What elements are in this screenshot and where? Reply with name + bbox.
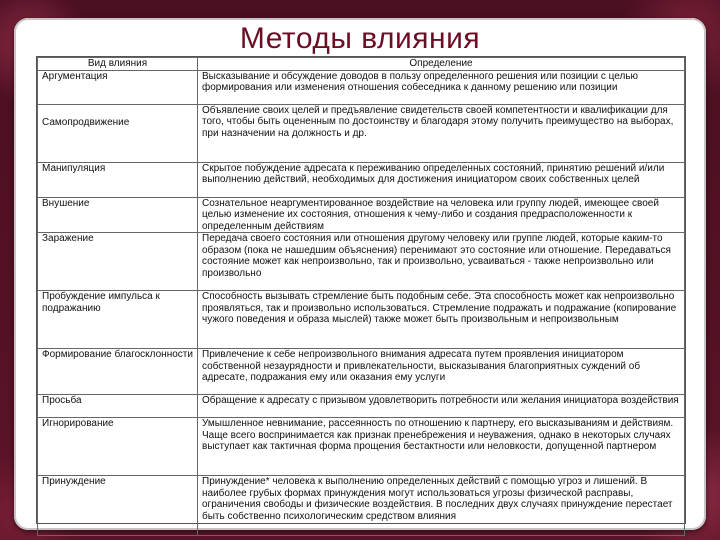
header-type: Вид влияния: [38, 58, 198, 71]
header-definition: Определение: [198, 58, 685, 71]
method-definition: Высказывание и обсуждение доводов в пользу определенного решения или позиции с целью формирования или изменения отношения собеседника к данному решению или позиции: [198, 70, 685, 104]
method-name: Игнорирование: [38, 418, 198, 476]
table-row: [38, 291, 685, 349]
table-row: [38, 104, 685, 162]
table-row: [38, 233, 685, 291]
slide: [14, 18, 706, 530]
table-row: [38, 349, 685, 395]
method-definition: Умышленное невнимание, рассеянность по отношению к партнеру, его высказываниям и действиям. Чаще всего воспринимается как признак пренебрежения и неуважения, однако в некоторых случаях выступает как тактичная форма прощения бестактности или неловкости, допущенной партнером: [198, 418, 685, 476]
method-name: Самопродвижение: [38, 104, 198, 162]
methods-table: [37, 57, 685, 536]
method-definition: Способность вызывать стремление быть подобным себе. Эта способность может как непроизвольно проявляться, так и произвольно использоваться. Стремление подражать и подражание (копирование чужого поведения и образа мыслей) также может быть произвольным и непроизвольным: [198, 291, 685, 349]
method-name: Заражение: [38, 233, 198, 291]
method-name: Манипуляция: [38, 162, 198, 197]
table-row: [38, 476, 685, 536]
methods-table-container: [36, 56, 686, 524]
method-definition: Скрытое побуждение адресата к переживанию определенных состояний, принятию решений и/или выполнению действий, необходимых для достижения инициатором своих собственных целей: [198, 162, 685, 197]
slide-title: Методы влияния: [239, 22, 481, 55]
table-row: [38, 162, 685, 197]
method-name: Просьба: [38, 395, 198, 418]
table-row: [38, 418, 685, 476]
method-name: Аргументация: [38, 70, 198, 104]
method-definition: Сознательное неаргументированное воздействие на человека или группу людей, имеющее своей целью изменение их состояния, отношения к чему-либо и создания предрасположенности к определенным действиям: [198, 197, 685, 233]
table-header-row: [38, 58, 685, 71]
method-definition: Передача своего состояния или отношения другому человеку или группе людей, которые каким-то образом (пока не нашедшим объяснения) перенимают это состояние или отношение. Передаваться состояние может как непроизвольно, так и произвольно, усваиваться - также непроизвольно или произвольно: [198, 233, 685, 291]
table-row: [38, 395, 685, 418]
method-definition: Привлечение к себе непроизвольного внимания адресата путем проявления инициатором собственной незаурядности и привлекательности, высказывания благоприятных суждений об адресате, подражания ему или оказания ему услуги: [198, 349, 685, 395]
method-definition: Принуждение* человека к выполнению определенных действий с помощью угроз и лишений. В наиболее грубых формах принуждения могут использоваться угрозы физической расправы, ограничения свободы и физические воздействия. В последних двух случаях принуждение перестает быть собственно психологическим средством влияния: [198, 476, 685, 536]
method-definition: Обращение к адресату с призывом удовлетворить потребности или желания инициатора воздействия: [198, 395, 685, 418]
method-name: Принуждение: [38, 476, 198, 536]
table-row: [38, 197, 685, 233]
method-name: Внушение: [38, 197, 198, 233]
method-name: Формирование благосклонности: [38, 349, 198, 395]
method-name: Пробуждение импульса к подражанию: [38, 291, 198, 349]
table-row: [38, 70, 685, 104]
method-definition: Объявление своих целей и предъявление свидетельств своей компетентности и квалификации для того, чтобы быть оцененным по достоинству и благодаря этому получить преимущество на выборах, при назначении на должность и др.: [198, 104, 685, 162]
